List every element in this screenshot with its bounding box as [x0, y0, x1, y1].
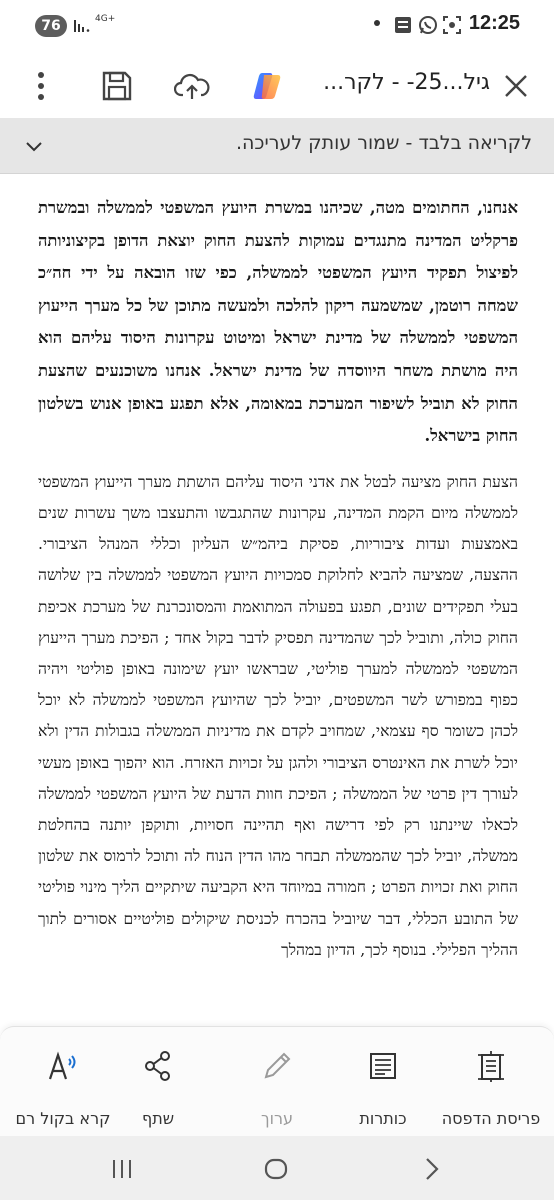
document-content[interactable]	[0, 190, 554, 1028]
more-options-button[interactable]	[17, 62, 65, 110]
read-only-banner[interactable]	[0, 118, 554, 174]
edit-label: ערוך	[261, 1109, 293, 1128]
app-toolbar	[0, 54, 554, 118]
read-aloud-icon	[46, 1049, 80, 1083]
print-layout-icon	[474, 1049, 508, 1083]
status-bar	[0, 0, 554, 54]
share-icon	[141, 1049, 175, 1083]
edit-button[interactable]	[222, 1045, 332, 1128]
network-type: 4G+	[95, 14, 116, 24]
paragraph-bold: אנחנו, החתומים מטה, שכיהנו במשרת היועץ המשפטי לממשלה ובמשרת פרקליט המדינה מתנגדים עמוקות להצעת החוק יוצאת הדופן בקיצוניותה לפיצול תפקיד היועץ המשפטי לממשלה, כפי שזו הובאה על ידי חה״כ שמחה רוטמן, שמשמעה ריקון להלכה ולמעשה מתוכן של כל מערך הייעוץ המשפטי לממשלה של מדינת ישראל ומיטוט עקרונות היסוד עליהם הוא היה מושתת משחר היווסדה של מדינת ישראל. אנחנו משוכנעים שהצעת החוק לא תוביל לשיפור המערכת במאומה, אלא תפגע באופן אנוש בשלטון החוק בישראל.	[38, 198, 518, 446]
battery-indicator: 76	[35, 15, 67, 37]
share-button[interactable]	[103, 1045, 213, 1128]
cloud-upload-icon	[174, 71, 210, 101]
upload-button[interactable]	[168, 62, 216, 110]
read-aloud-label: קרא בקול רם	[15, 1109, 111, 1128]
save-icon	[101, 70, 133, 102]
banner-message: לקריאה בלבד - שמור עותק לעריכה.	[235, 132, 532, 154]
home-icon[interactable]	[261, 1154, 291, 1184]
whatsapp-icon	[418, 15, 438, 35]
more-vertical-icon	[36, 71, 46, 101]
print-layout-label: פריסת הדפסה	[441, 1109, 541, 1128]
clock: 12:25	[468, 12, 520, 34]
headings-button[interactable]	[328, 1045, 438, 1128]
system-nav-bar	[0, 1136, 554, 1200]
paragraph-body: הצעת החוק מציעה לבטל את אדני היסוד עליהם הושתת מערך הייעוץ המשפטי לממשלה מיום הקמת המדינה, עקרונות שהתגבשו והתעצבו משך עשרות שנים באמצעות ועדות ציבוריות, פסיקת ביהמ״ש העליון וכללי המנהל הציבורי. ההצעה, שמציעה להביא לחלוקת סמכויות היועץ המשפטי לממשלה בין שלושה בעלי תפקידים שונים, תפגע בפעולה המתואמת והמסונכרנת של מערכת אכיפת החוק כולה, ותוביל לכך שהמדינה תפסיק לדבר בקול אחד ; הפיכת מערך הייעוץ המשפטי לממשלה למערך פוליטי, שבראשו יועץ שימונה באופן פוליטי ויהיה כפוף במפורש לשר המשפטים, יוביל לכך שהיועץ המשפטי לממשלה לא יוכל לכהן כשומר סף עצמאי, שמחויב לקדם את מדיניות הממשלה בגבולות הדין ולא יוכל לשרת את האינטרס הציבורי ולהגן על זכויות האזרח. הוא יהפוך באופן מעשי לעורך דין פרטי של הממשלה ; הפיכת חוות הדעת של היועץ המשפטי לממשלה לכאלו שיינתנו רק לפי דרישה ואף תהיינה חסויות, ותוקפן יותנה בהחלטת ממשלה, יוביל לכך שהממשלה תבחר מהו הדין הנוח לה ותוכל לרמוס את שלטון החוק ואת זכויות הפרט ; חמורה במיוחד היא הקביעה שיתקיים הליך מינוי פוליטי של התובע הכללי, דבר שיוביל בהכרח לכניסת שיקולים פוליטיים אסורים לתוך ההליך הפלילי. בנוסף לכך, הדיון במהלך	[38, 472, 518, 959]
back-icon[interactable]	[417, 1154, 447, 1184]
copilot-button[interactable]	[243, 62, 291, 110]
share-label: שתף	[141, 1109, 175, 1128]
recent-apps-icon[interactable]	[107, 1154, 137, 1184]
headings-icon	[366, 1049, 400, 1083]
read-aloud-button[interactable]	[8, 1045, 118, 1128]
save-button[interactable]	[93, 62, 141, 110]
headings-label: כותרות	[359, 1109, 407, 1128]
chevron-down-icon[interactable]	[22, 134, 46, 158]
close-icon	[504, 74, 528, 98]
signal-icon	[74, 18, 92, 36]
document-title[interactable]: גיל...25- - לקר...	[323, 70, 490, 95]
notification-dot	[374, 20, 380, 26]
copilot-icon	[250, 69, 284, 103]
pencil-icon	[260, 1049, 294, 1083]
print-layout-button[interactable]	[436, 1045, 546, 1128]
notification-app-icon	[393, 15, 413, 35]
bottom-action-bar	[0, 1026, 554, 1136]
close-button[interactable]	[492, 62, 540, 110]
screenshot-icon	[442, 15, 462, 35]
